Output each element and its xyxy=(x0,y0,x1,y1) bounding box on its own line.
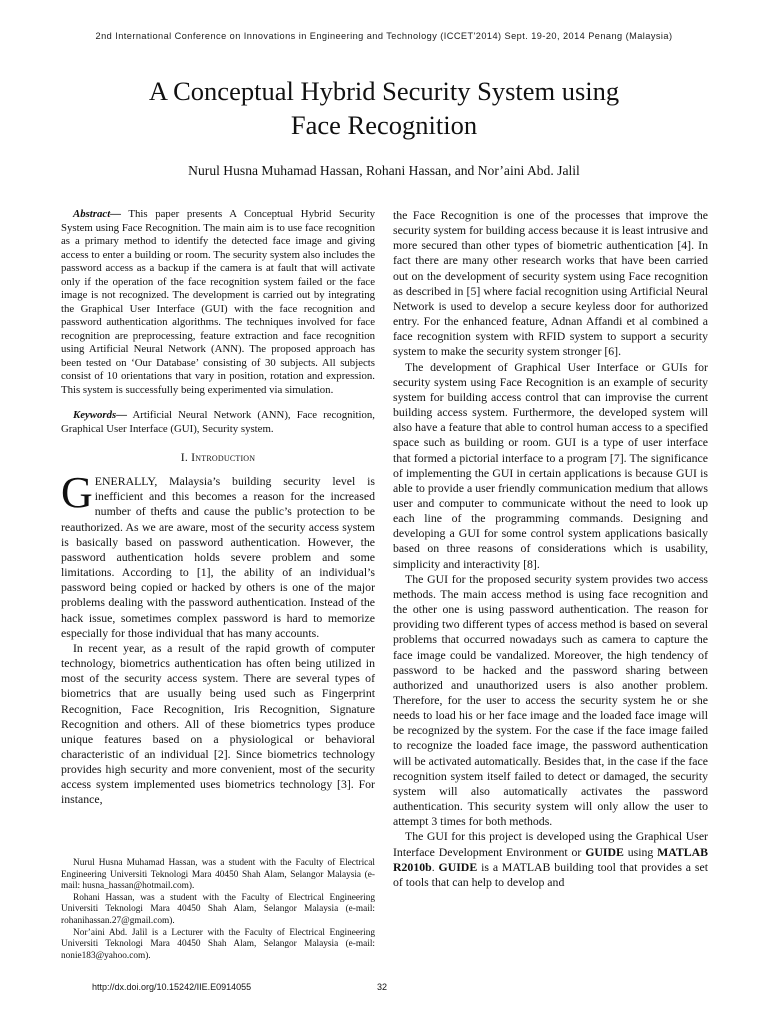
author-list: Nurul Husna Muhamad Hassan, Rohani Hassan, and Nor’aini Abd. Jalil xyxy=(188,163,580,178)
doi-link[interactable]: http://dx.doi.org/10.15242/IIE.E0914055 xyxy=(92,982,252,992)
footnote-1: Nurul Husna Muhamad Hassan, was a student with the Faculty of Electrical Engineering Universiti Teknologi Mara 40450 Shah Alam, Selangor Malaysia (e-mail: husna_hassan@hotmail.com). xyxy=(61,858,375,892)
keywords-text: Artificial Neural Network (ANN), Face recognition, Graphical User Interface (GUI), Security system. xyxy=(61,409,375,435)
abstract-label: Abstract— xyxy=(73,208,121,220)
intro-paragraph-1-text: ENERALLY, Malaysia’s building security level is inefficient and this becomes a reason for the increased number of thefts and cause the public’s protection to be reauthorized. As we are aware, most of the security access system is basically based on password authentication. However, the password authentication holds severe problem and some limitations. According to [1], the ability of an individual’s password being copied or hacked by others is one of the major problems dealing with the password authentication. Instead of the hack issue, sometimes complex password is hard to memorize especially for those individual that has many accounts. xyxy=(61,474,375,640)
left-column xyxy=(61,208,375,808)
guide-term-2: GUIDE xyxy=(438,859,478,874)
intro-paragraph-1 xyxy=(61,468,375,641)
title-line-2: Face Recognition xyxy=(290,110,478,140)
right-column xyxy=(393,208,708,890)
abstract xyxy=(61,208,375,397)
abstract-text: This paper presents A Conceptual Hybrid Security System using Face Recognition. The main aim is to use face recognition as a primary method to identify the detected face image and giving access to enter a building or room. The security system also includes the password access as a backup if the camera is at fault that will activate only if the operation of the face recognition system failed or the face image is not recognized. The development is carried out by integrating the Graphical User Interface (GUI) with the face recognition and password authentication algorithms. The techniques involved for face recognition are preprocessing, feature extraction and face recognition using Artificial Neural Network (ANN). The proposed approach has been tested on ‘Our Database’ consisting of 30 subjects. All subjects consist of 10 orientations that vary in position, rotation and expression. This system is successfully being experimented via simulation. xyxy=(61,208,375,396)
p4-text-d: is a MATLAB building tool that provides a set of tools that can help to develop and xyxy=(393,859,708,889)
footnote-2: Rohani Hassan, was a student with the Faculty of Electrical Engineering Universiti Teknologi Mara 40450 Shah Alam, Selangor Malaysia (e-mail: rohanihassan.27@gmail.com). xyxy=(61,892,375,926)
page-number: 32 xyxy=(377,982,388,992)
p4-text-c: . xyxy=(431,859,439,874)
abstract-paragraph xyxy=(61,208,375,397)
paper-title xyxy=(0,74,768,142)
footnote-3: Nor’aini Abd. Jalil is a Lecturer with the Faculty of Electrical Engineering Universiti Teknologi Mara 40450 Shah Alam, Selangor Malaysia (e-mail: nonie183@yahoo.com). xyxy=(61,927,375,961)
conference-header: 2nd International Conference on Innovations in Engineering and Technology (ICCET'2014) Sept. 19-20, 2014 Penang (Malaysia) xyxy=(95,31,673,41)
p4-text-b: using xyxy=(623,844,658,859)
drop-cap: G xyxy=(61,468,93,518)
keywords-label: Keywords— xyxy=(73,409,127,421)
keywords xyxy=(61,409,375,436)
section-number: I. xyxy=(180,450,192,464)
intro-paragraph-2: In recent year, as a result of the rapid growth of computer technology, biometrics authentication has often being utilized in most of the security access system. There are several types of biometrics that are usually being used such as Fingerprint Recognition, Face Recognition, Iris Recognition, Signature Recognition and others. All of these biometrics types produce unique features based on a physiological or behavioral characteristic of an individual [2]. Since biometrics technology provides high security and more convenient, most of the security access system implemented uses biometrics technology [3]. For instance, xyxy=(61,640,375,807)
author-footnotes xyxy=(61,858,375,962)
p4-text-a: The GUI for this project is developed using the Graphical User Interface Development Environment or xyxy=(393,829,708,859)
right-paragraph-4 xyxy=(393,829,708,890)
right-paragraph-1: the Face Recognition is one of the processes that improve the security system for building access because it is least intrusive and more secured than other types of biometric authentication [4]. In fact there are many other research works that have been carried out on the development of security system using Face recognition as described in [5] where facial recognition using Artificial Neural Network is used to develop a secure keyless door for authorized entry. For the enhanced feature, Adnan Affandi et al combined a face recognition system with RFID system to support a security system to make the security system stronger [6]. xyxy=(393,208,708,359)
matlab-version: MATLAB R2010b xyxy=(393,844,708,874)
right-paragraph-2: The development of Graphical User Interface or GUIs for security system using Face Recognition is an example of security system for building access control that can improvise the current building access system. Furthermore, the developed system will also have a feature that able to control human access to a specified space such as building or room. GUI is a type of user interface that formed a pictorial interface to a program [7]. The significance of implementing the GUI in certain applications is because GUI is able to provide a user friendly communication medium that allows user and computer to communicate without the need to look up each line of the programming commands. Designing and developing a GUI for some control system applications basically based on three reasons of considerations which is usability, simplicity and interactivity [8]. xyxy=(393,359,708,571)
keywords-paragraph xyxy=(61,409,375,436)
title-line-1: A Conceptual Hybrid Security System using xyxy=(148,76,620,106)
footnote-divider xyxy=(61,848,151,849)
section-heading-introduction xyxy=(61,450,375,465)
right-paragraph-3: The GUI for the proposed security system provides two access methods. The main access method is using face recognition and the other one is using password authentication. The reason for providing two different types of access method is based on several problems that occurred nowadays such as camera to capture the face image could be vandalized. Moreover, the high tendency of password to be hacked and the password sharing between authorized and unauthorized users is also another problem. Therefore, for the user to access the security system he or she needs to load his or her face image and the loaded face image will be recognized by the system. For the case if the face image failed to recognize the loaded face image, the password authentication will be activated automatically. Besides that, in the case if the face recognition system itself failed to detect or damaged, the security system will also automatically activates the password authentication. This security system will only allow the user to attempt 3 times for both methods. xyxy=(393,571,708,829)
section-title: Introduction xyxy=(191,450,256,464)
guide-term-1: GUIDE xyxy=(585,844,624,859)
